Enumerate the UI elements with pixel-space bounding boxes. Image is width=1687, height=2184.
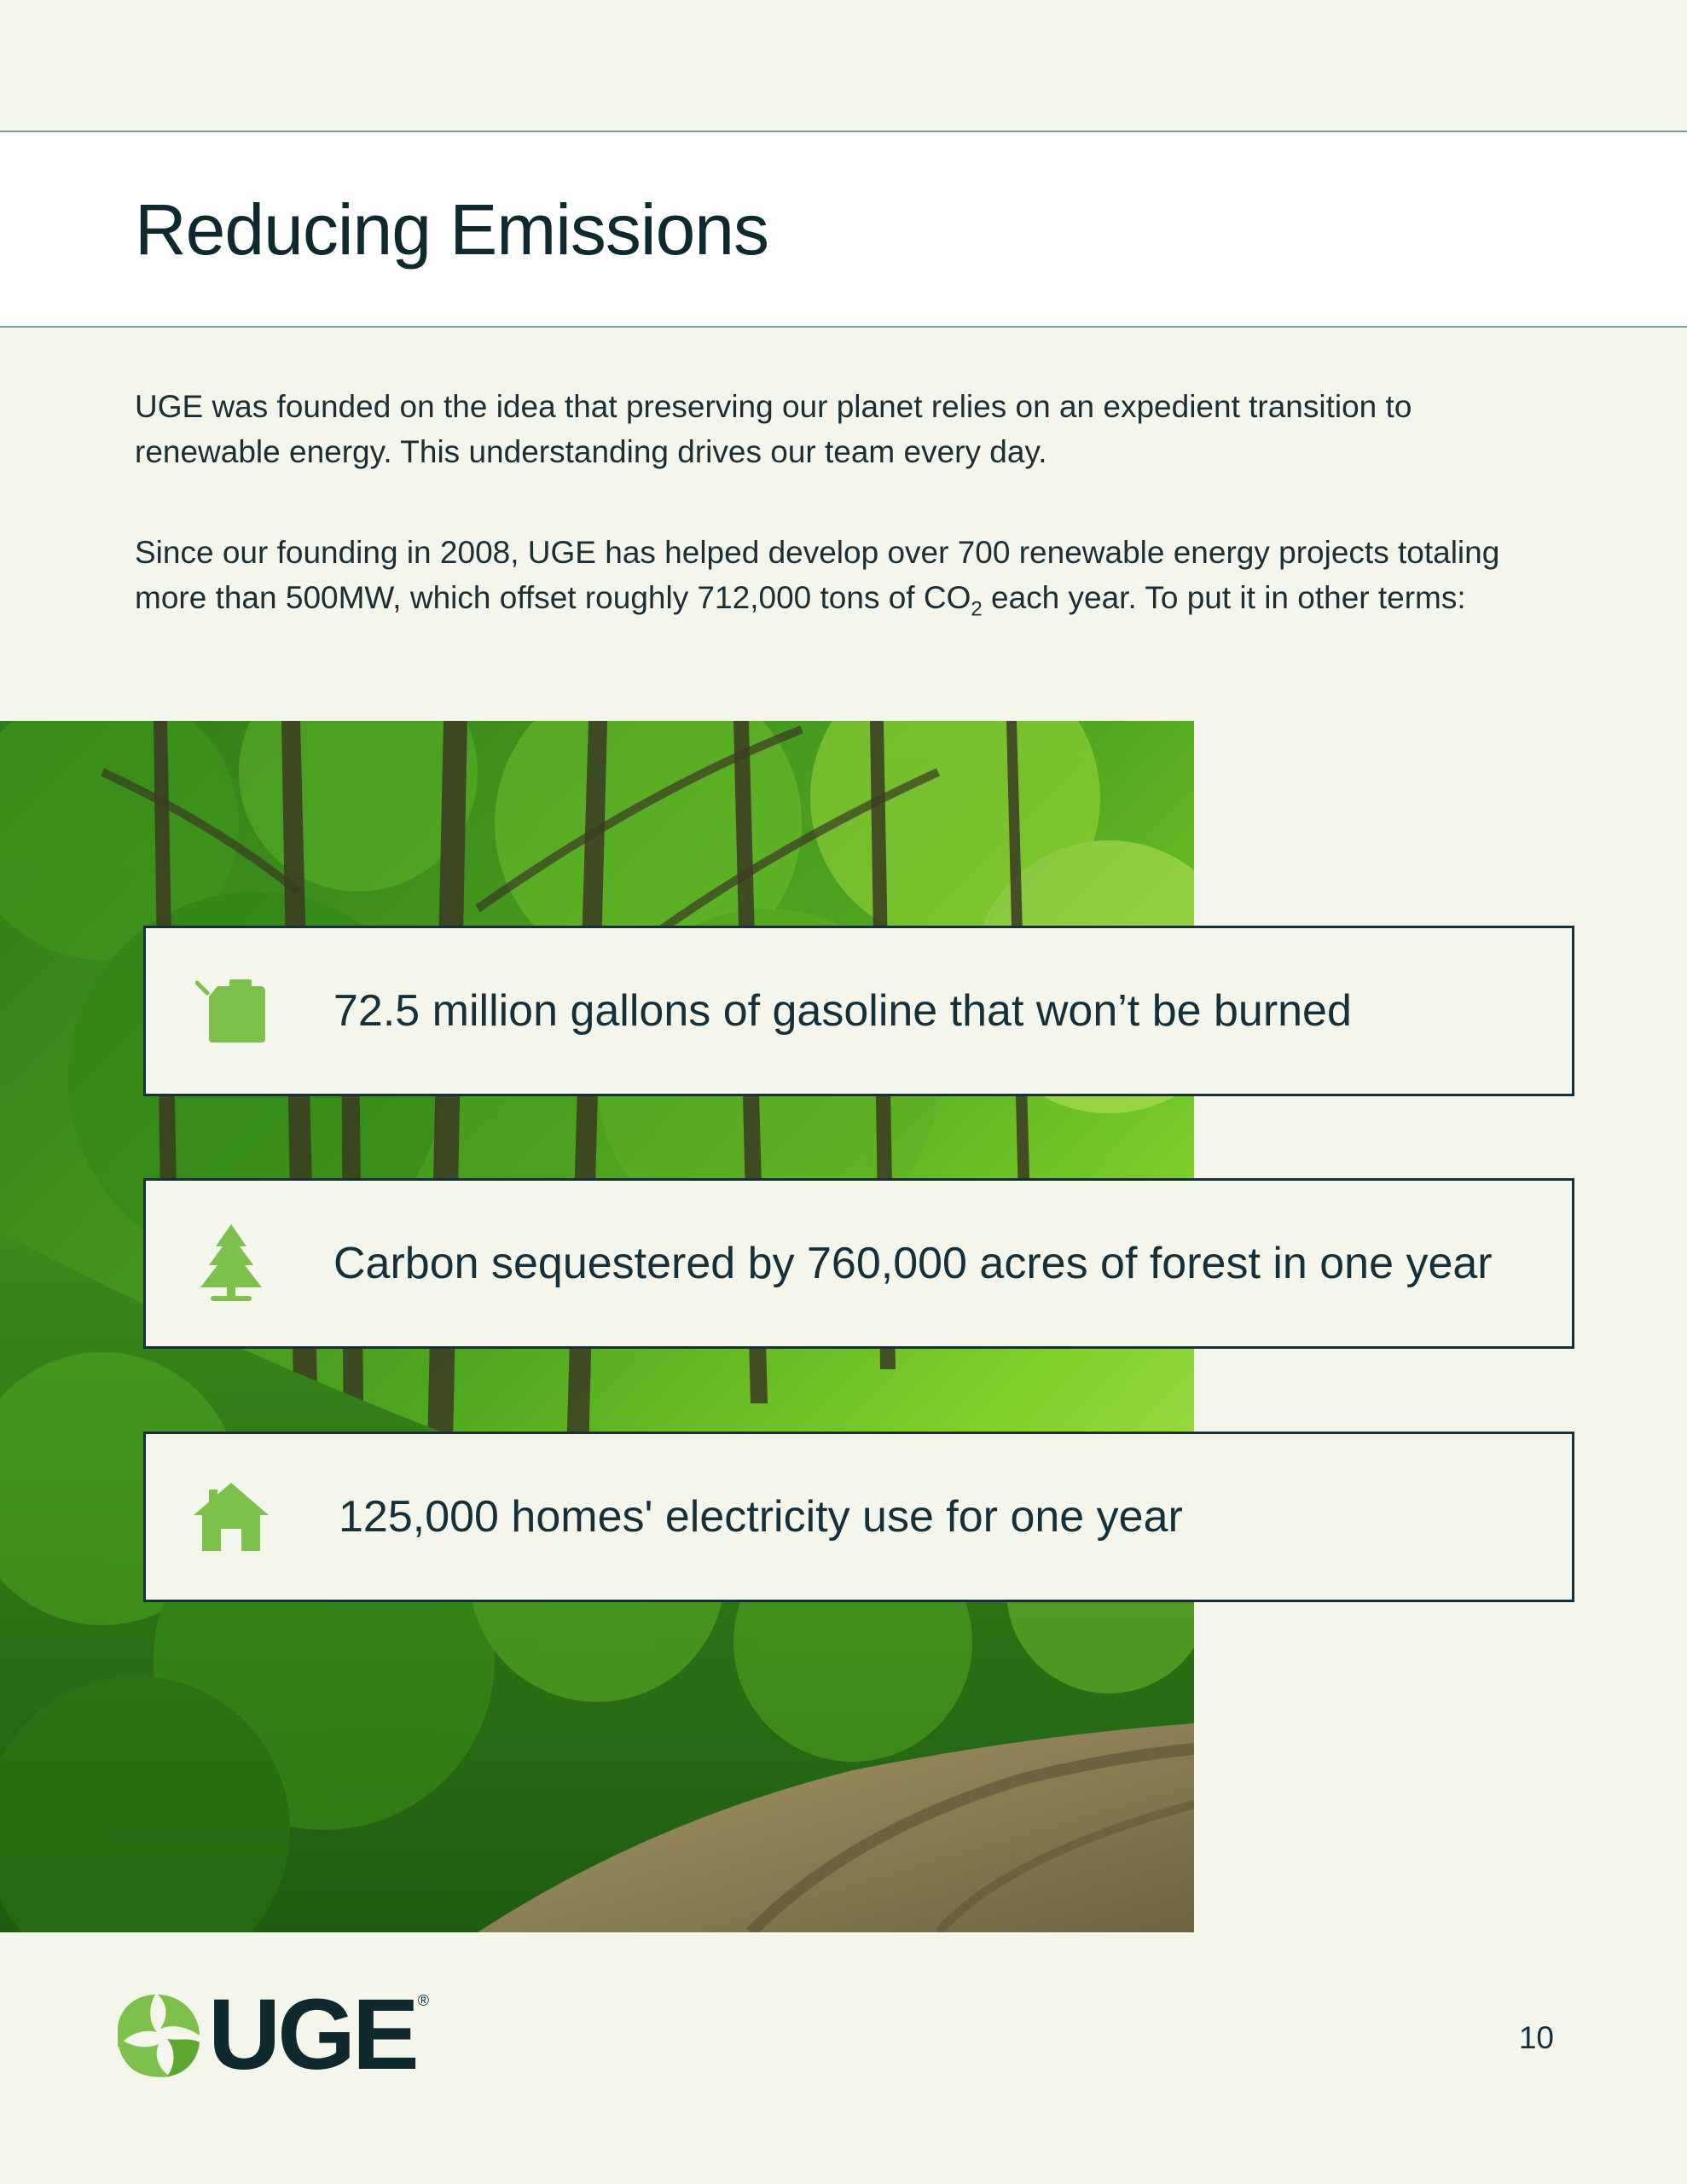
- house-icon: [188, 1474, 274, 1560]
- tree-icon: [188, 1221, 274, 1306]
- uge-logo: [111, 1978, 469, 2091]
- stats-paragraph: [135, 530, 1542, 620]
- stat-text-forest: Carbon sequestered by 760,000 acres of forest in one year: [333, 1239, 1493, 1288]
- logo-wordmark: UGE: [208, 1978, 416, 2091]
- page-title: Reducing Emissions: [135, 189, 769, 270]
- fuel-can-icon: [188, 968, 274, 1054]
- stat-text-gasoline: 72.5 million gallons of gasoline that won’t be burned: [333, 986, 1352, 1036]
- stats-paragraph-text: Since our founding in 2008, UGE has helped develop over 700 renewable energy projects totaling more than 500MW, which offset roughly 712,000 tons of CO: [135, 535, 1500, 615]
- stat-card-gasoline: [143, 926, 1574, 1096]
- co2-subscript: 2: [971, 597, 983, 621]
- page-number: 10: [1518, 2020, 1554, 2055]
- stat-card-forest: [143, 1178, 1574, 1349]
- intro-paragraph: UGE was founded on the idea that preserving our planet relies on an expedient transition to renewable energy. This understanding drives our team every day.: [135, 389, 1412, 469]
- stat-card-homes: [143, 1432, 1574, 1602]
- leaf-logo-icon: [111, 1988, 205, 2082]
- stat-text-homes: 125,000 homes' electricity use for one year: [339, 1492, 1183, 1542]
- title-band: [0, 131, 1687, 328]
- registered-mark: ®: [417, 1992, 429, 2009]
- stats-paragraph-tail: each year. To put it in other terms:: [982, 580, 1466, 615]
